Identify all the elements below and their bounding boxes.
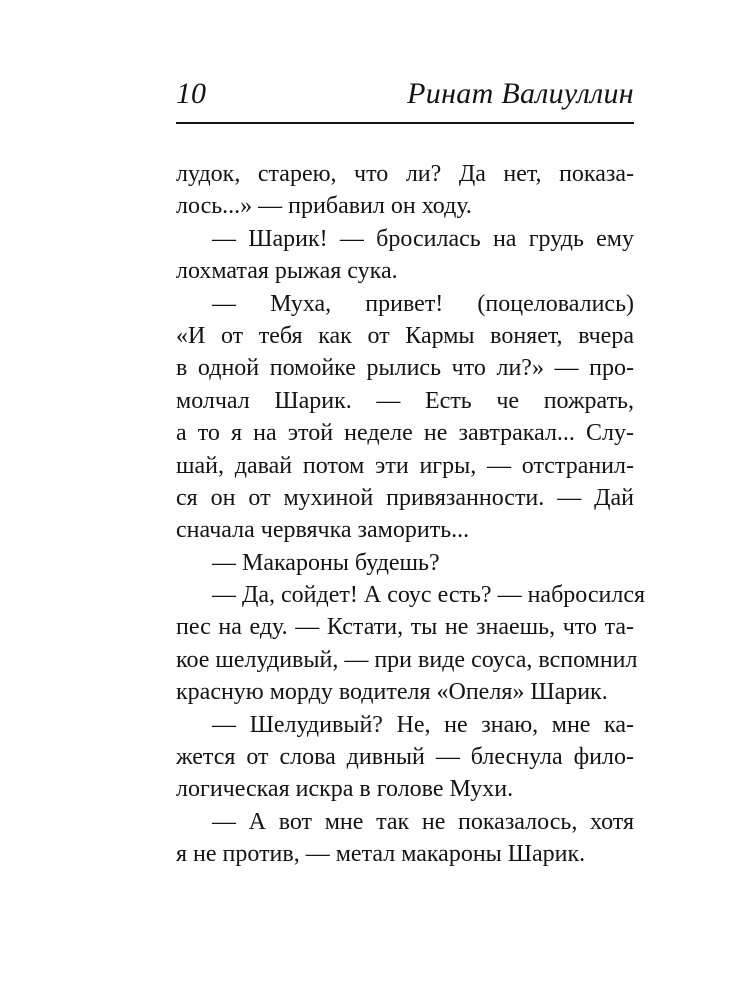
text-line: — Макароны будешь? — [212, 549, 440, 576]
page-number: 10 — [176, 77, 206, 110]
text-line: шай, давай потом эти игры, — отстранил- — [176, 452, 634, 479]
text-line: — Шарик! — бросилась на грудь ему — [212, 225, 634, 252]
header-rule — [176, 122, 634, 124]
text-line: сначала червячка заморить... — [176, 517, 470, 544]
body-text — [176, 158, 646, 871]
text-line: в одной помойке рылись что ли?» — про- — [176, 355, 634, 382]
text-line: лудок, старею, что ли? Да нет, показа- — [176, 161, 634, 187]
text-line: — Да, сойдет! А соус есть? — набросился — [212, 582, 646, 609]
text-line: ся он от мухиной привязанности. — Дай — [176, 484, 634, 511]
text-line: жется от слова дивный — блеснула фило- — [176, 744, 634, 771]
text-line: красную морду водителя «Опеля» Шарик. — [176, 679, 608, 706]
text-line: «И от тебя как от Кармы воняет, вчера — [176, 322, 634, 349]
text-line: а то я на этой неделе не завтракал... Слу- — [176, 420, 634, 447]
text-line: — Шелудивый? Не, не знаю, мне ка- — [212, 711, 634, 738]
text-line: — Муха, привет! (поцеловались) — [212, 290, 634, 317]
book-page — [176, 0, 646, 1000]
running-head — [176, 72, 634, 116]
text-line: логическая искра в голове Мухи. — [176, 776, 514, 803]
author-name: Ринат Валиуллин — [407, 77, 634, 110]
text-line: лось...» — прибавил он ходу. — [176, 193, 472, 220]
text-line: — А вот мне так не показалось, хотя — [212, 808, 634, 835]
text-line: лохматая рыжая сука. — [176, 258, 398, 285]
text-line: молчал Шарик. — Есть че пожрать, — [176, 387, 634, 414]
text-line: кое шелудивый, — при виде соуса, вспомнил — [176, 646, 638, 673]
text-line: я не против, — метал макароны Шарик. — [176, 841, 586, 868]
text-line: пес на еду. — Кстати, ты не знаешь, что та- — [176, 614, 634, 641]
